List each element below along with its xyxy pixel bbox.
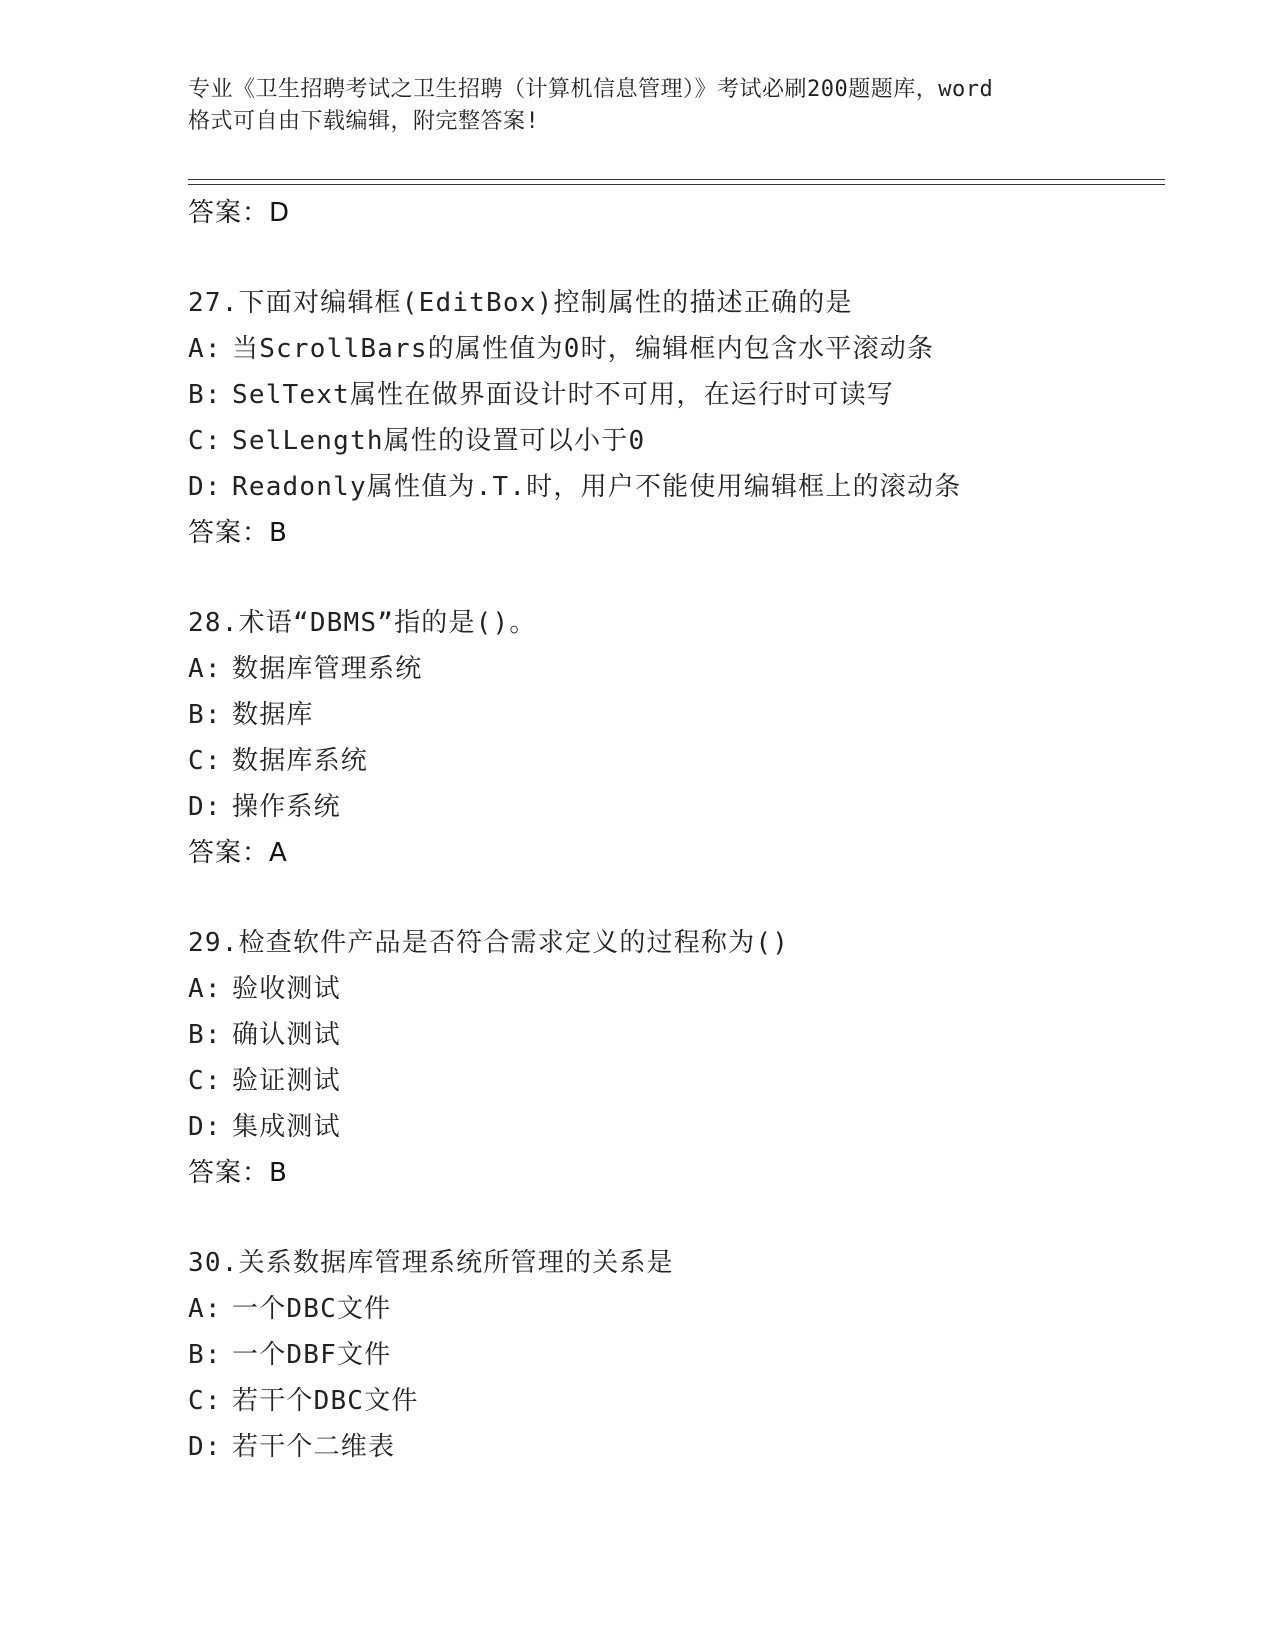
option-key: D: [188, 472, 222, 502]
answer-line: 答案：B [188, 1158, 288, 1188]
option-key: C: [188, 1386, 222, 1416]
option-text: 数据库管理系统 [232, 654, 423, 684]
question-list [188, 190, 1168, 1470]
option-key: B: [188, 380, 222, 410]
option-key: B: [188, 1020, 222, 1050]
option-d [188, 464, 1168, 510]
option-key: A: [188, 1294, 222, 1324]
option-key: D: [188, 792, 222, 822]
question-stem: 30.关系数据库管理系统所管理的关系是 [188, 1248, 674, 1278]
question-28 [188, 600, 1168, 876]
option-text: Readonly属性值为.T.时，用户不能使用编辑框上的滚动条 [232, 472, 962, 502]
option-key: B: [188, 700, 222, 730]
option-c [188, 738, 1168, 784]
option-a [188, 966, 1168, 1012]
option-text: 数据库 [232, 700, 314, 730]
option-c [188, 1058, 1168, 1104]
option-d [188, 784, 1168, 830]
option-b [188, 1012, 1168, 1058]
option-c [188, 1378, 1168, 1424]
option-text: 一个DBF文件 [232, 1340, 392, 1370]
option-key: C: [188, 426, 222, 456]
answer-line: 答案：D [188, 198, 291, 228]
question-stem: 29.检查软件产品是否符合需求定义的过程称为() [188, 928, 790, 958]
header-line-2: 格式可自由下载编辑，附完整答案! [188, 109, 540, 134]
option-text: 若干个二维表 [232, 1432, 396, 1462]
option-key: A: [188, 334, 222, 364]
option-key: C: [188, 1066, 222, 1096]
option-text: 验证测试 [232, 1066, 341, 1096]
option-b [188, 1332, 1168, 1378]
question-30 [188, 1240, 1168, 1470]
option-a [188, 646, 1168, 692]
header-line-1: 专业《卫生招聘考试之卫生招聘（计算机信息管理）》考试必刷200题题库，word [188, 77, 994, 102]
header-divider-top [188, 179, 1165, 180]
question-stem: 28.术语“DBMS”指的是()。 [188, 608, 537, 638]
option-key: D: [188, 1112, 222, 1142]
option-text: 若干个DBC文件 [232, 1386, 419, 1416]
option-b [188, 372, 1168, 418]
option-text: 一个DBC文件 [232, 1294, 392, 1324]
option-text: 确认测试 [232, 1020, 341, 1050]
answer-line: 答案：B [188, 518, 288, 548]
option-key: C: [188, 746, 222, 776]
option-a [188, 1286, 1168, 1332]
option-key: A: [188, 654, 222, 684]
option-text: 验收测试 [232, 974, 341, 1004]
option-c [188, 418, 1168, 464]
option-d [188, 1424, 1168, 1470]
answer-line: 答案：A [188, 838, 288, 868]
option-key: D: [188, 1432, 222, 1462]
option-text: 集成测试 [232, 1112, 341, 1142]
question-stem: 27.下面对编辑框(EditBox)控制属性的描述正确的是 [188, 288, 853, 318]
header-divider-bottom [188, 184, 1165, 185]
option-text: 操作系统 [232, 792, 341, 822]
option-text: SelLength属性的设置可以小于0 [232, 426, 646, 456]
option-key: B: [188, 1340, 222, 1370]
option-text: 数据库系统 [232, 746, 369, 776]
option-b [188, 692, 1168, 738]
option-d [188, 1104, 1168, 1150]
question-27 [188, 280, 1168, 556]
header-note [188, 74, 1088, 138]
option-a [188, 326, 1168, 372]
option-key: A: [188, 974, 222, 1004]
question-29 [188, 920, 1168, 1196]
option-text: SelText属性在做界面设计时不可用，在运行时可读写 [232, 380, 894, 410]
option-text: 当ScrollBars的属性值为0时，编辑框内包含水平滚动条 [232, 334, 935, 364]
